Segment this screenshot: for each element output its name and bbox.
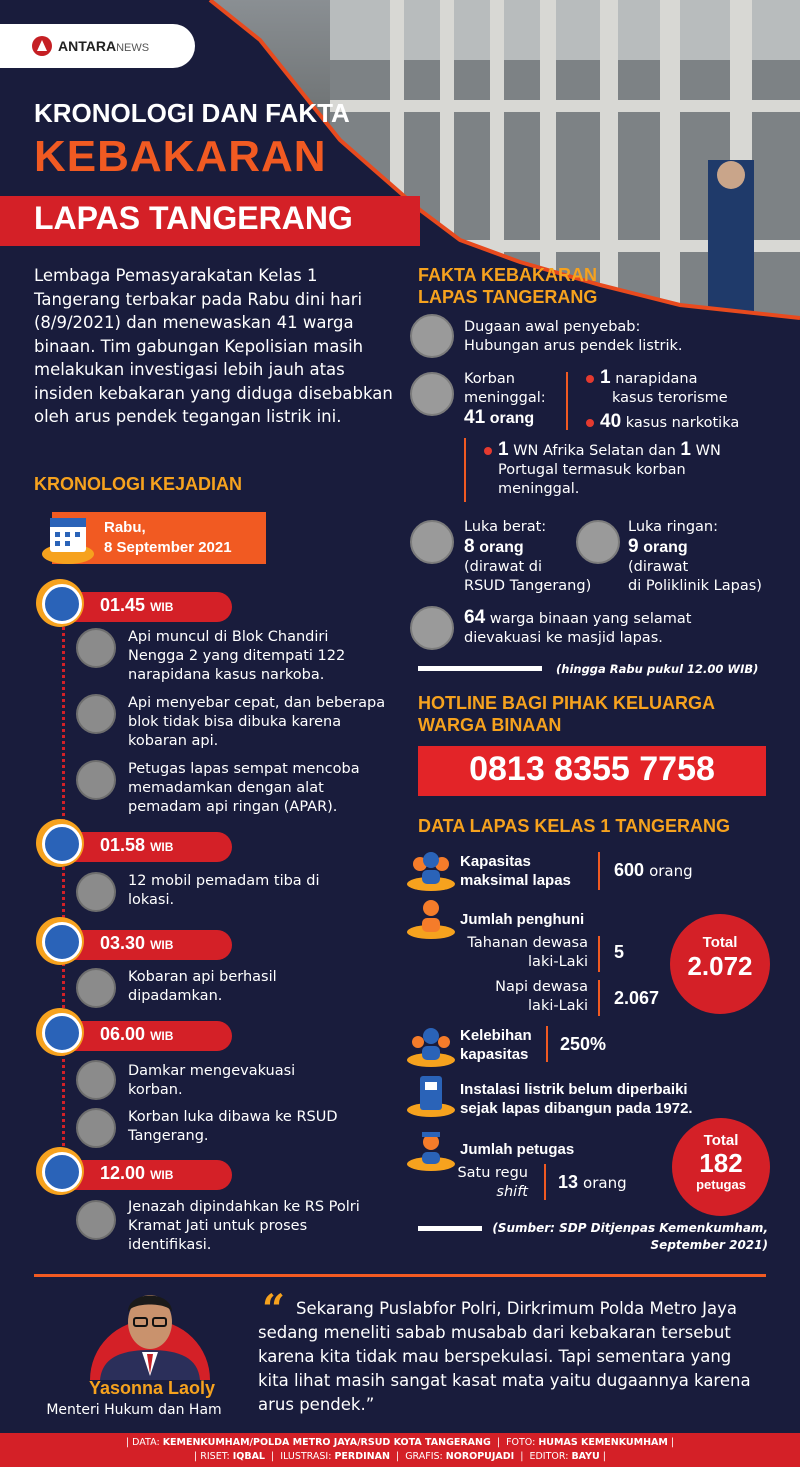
light-injury-text: [628, 518, 762, 596]
foreign-text: [484, 440, 774, 499]
regu-number: 13: [558, 1172, 579, 1192]
fire-truck-icon: [76, 872, 116, 912]
heavy-count: 8: [464, 536, 475, 557]
petugas-label: Jumlah petugas: [460, 1141, 575, 1158]
time-label-0600: [100, 1024, 173, 1045]
heavy-note-1: (dirawat di: [464, 559, 543, 575]
foreign-divider: [464, 438, 466, 502]
kapasitas-divider: [598, 852, 600, 890]
time-label-0330: [100, 933, 173, 954]
over-value: 250%: [560, 1034, 607, 1054]
kapasitas-value: [614, 860, 693, 881]
kapasitas-number: 600: [614, 860, 645, 880]
regu-label-1: Satu regu: [457, 1165, 528, 1181]
cause-value: Hubungan arus pendek listrik.: [464, 338, 683, 354]
clock-icon: [36, 1147, 84, 1195]
date-day: Rabu,: [104, 519, 146, 536]
quote-speaker-role: Menteri Hukum dan Ham: [46, 1402, 222, 1418]
teror-label-2: kasus terorisme: [612, 390, 728, 406]
listrik-line-1: Instalasi listrik belum diperbaiki: [460, 1081, 688, 1098]
event-text-2: Api menyebar cepat, dan beberapa blok tidak bisa dibuka karena kobaran api.: [128, 695, 386, 749]
credit-foto-label: FOTO:: [506, 1437, 536, 1448]
heavy-label: Luka berat:: [464, 519, 547, 535]
credit-foto-value: HUMAS KEMENKUMHAM: [538, 1437, 668, 1448]
evacuation-flag-icon: [410, 606, 454, 650]
petugas-total-value: 182: [699, 1148, 743, 1178]
kapasitas-label: [460, 852, 571, 890]
petugas-total-label: Total: [703, 1132, 739, 1149]
crutches-icon: [410, 520, 454, 564]
electric-plug-icon: [410, 314, 454, 358]
regu-label-2: shift: [496, 1184, 528, 1200]
napi-label: [440, 978, 588, 1016]
credit-riset-value: IQBAL: [232, 1451, 265, 1462]
hearse-icon: [76, 1200, 116, 1240]
bullet-dot: [586, 375, 594, 383]
narko-label: kasus narkotika: [625, 415, 740, 431]
credit-editor-value: BAYU: [571, 1451, 600, 1462]
source-line-2: September 2021): [650, 1238, 768, 1252]
event-text-8: Jenazah dipindahkan ke RS Polri Kramat Jati untuk proses identifikasi.: [128, 1199, 360, 1253]
event-text-3: Petugas lapas sempat mencoba memadamkan dengan alat pemadam api ringan (APAR).: [128, 761, 360, 815]
time-value: 06.00: [100, 1024, 146, 1044]
source-divider: [418, 1226, 482, 1231]
safe-text-2: dievakuasi ke masjid lapas.: [464, 630, 663, 646]
tahanan-label-1: Tahanan dewasa: [467, 935, 588, 951]
foreign-text-4: meninggal.: [498, 481, 580, 497]
time-unit: WIB: [150, 840, 174, 854]
dead-text: [464, 370, 546, 429]
narko-text: [586, 412, 739, 433]
regu-label: [440, 1164, 528, 1202]
time-unit: WIB: [150, 938, 174, 952]
credit-grafis-label: GRAFIS:: [405, 1451, 443, 1462]
time-value: 01.45: [100, 595, 146, 615]
credit-data-value: KEMENKUMHAM/POLDA METRO JAYA/RSUD KOTA TANGERANG: [162, 1437, 491, 1448]
dead-divider: [566, 372, 568, 430]
antara-news-logo[interactable]: [0, 24, 195, 68]
fakta-title-line-2: LAPAS TANGERANG: [418, 287, 598, 307]
time-unit: WIB: [150, 1168, 174, 1182]
heavy-unit: orang: [479, 539, 524, 556]
event-text-1: Api muncul di Blok Chandiri Nengga 2 yang ditempati 122 narapidana kasus narkoba.: [128, 629, 346, 683]
logo-brand: ANTARA: [58, 38, 117, 54]
hotline-title: [418, 692, 715, 736]
clock-icon: [36, 917, 84, 965]
source-line-1: (Sumber: SDP Ditjenpas Kemenkumham,: [492, 1221, 768, 1235]
credits-line-1: | DATA: KEMENKUMHAM/POLDA METRO JAYA/RSUD KOTA TANGERANG | FOTO: HUMAS KEMENKUMHAM |: [125, 1437, 675, 1448]
people-group-icon: [406, 848, 456, 892]
safe-text: [464, 608, 691, 648]
safe-text-1: warga binaan yang selamat: [489, 611, 692, 627]
credits-footer: [0, 1433, 800, 1467]
light-unit: orang: [643, 539, 688, 556]
dead-unit: orang: [489, 410, 535, 427]
intro-paragraph: Lembaga Pemasyarakatan Kelas 1 Tangerang terbakar pada Rabu dini hari (8/9/2021) dan menewaskan 41 warga binaan. Tim gabungan Kepolisian masih melakukan investigasi lebih jauh atas insiden kebakaran yang diduga disebabkan oleh arus pendek tegangan listrik ini.: [34, 266, 393, 426]
hotline-number[interactable]: 0813 8355 7758: [469, 750, 715, 788]
credit-grafis-value: NOROPUJADI: [445, 1451, 515, 1462]
credit-ilustrasi-label: ILUSTRASI:: [280, 1451, 332, 1462]
napi-label-2: laki-Laki: [528, 998, 588, 1014]
fakta-title-line-1: FAKTA KEBAKARAN: [418, 265, 597, 285]
tahanan-divider: [598, 936, 600, 972]
overcrowd-icon: [406, 1024, 456, 1068]
event-text-5: Kobaran api berhasil dipadamkan.: [128, 969, 277, 1004]
heavy-note-2: RSUD Tangerang): [464, 578, 592, 594]
foreign-text-1: WN Afrika Selatan dan: [513, 443, 676, 459]
listrik-label: [460, 1080, 693, 1118]
time-value: 01.58: [100, 835, 146, 855]
clock-icon: [36, 819, 84, 867]
regu-unit: orang: [583, 1174, 627, 1192]
total-penghuni-badge: [670, 914, 770, 1014]
foreign-text-3: Portugal termasuk korban: [498, 462, 686, 478]
light-note-2: di Poliklinik Lapas): [628, 578, 762, 594]
event-text-7: Korban luka dibawa ke RSUD Tangerang.: [128, 1109, 338, 1144]
penghuni-label: Jumlah penghuni: [460, 911, 585, 928]
hospital-icon: [76, 1108, 116, 1148]
ambulance-icon: [76, 1060, 116, 1100]
antara-logo-icon: [32, 36, 52, 56]
terror-text: [586, 368, 728, 408]
death-icon: [410, 372, 454, 416]
credits-line-2: | RISET: IQBAL | ILUSTRASI: PERDINAN | GRAFIS: NOROPUJADI | EDITOR: BAYU |: [194, 1451, 606, 1462]
quote-speaker-name: Yasonna Laoly: [88, 1378, 216, 1398]
time-unit: WIB: [150, 600, 174, 614]
electrical-panel-icon: [406, 1074, 456, 1118]
over-divider: [546, 1026, 548, 1062]
source-note: [480, 1220, 768, 1254]
credit-data-label: DATA:: [132, 1437, 160, 1448]
burning-building-icon: [76, 694, 116, 734]
title-line-2: KEBAKARAN: [34, 132, 327, 181]
event-text-6: Damkar mengevakuasi korban.: [128, 1063, 296, 1098]
dead-label-1: Korban: [464, 371, 515, 387]
title-line-1: KRONOLOGI DAN FAKTA: [34, 98, 350, 128]
dead-label-2: meninggal:: [464, 390, 546, 406]
over-label-2: kapasitas: [460, 1046, 529, 1063]
over-label-1: Kelebihan: [460, 1027, 532, 1044]
time-value: 03.30: [100, 933, 146, 953]
hotline-title-line-1: HOTLINE BAGI PIHAK KELUARGA: [418, 693, 715, 713]
kapasitas-label-2: maksimal lapas: [460, 872, 571, 889]
time-label-0158: [100, 835, 173, 856]
foreign-text-2: WN: [695, 443, 721, 459]
cause-label: Dugaan awal penyebab:: [464, 319, 641, 335]
fakta-note: (hingga Rabu pukul 12.00 WIB): [556, 662, 759, 676]
fire-icon: [76, 628, 116, 668]
over-label: [460, 1026, 532, 1064]
calendar-icon: [40, 508, 96, 566]
teror-label-1: narapidana: [615, 371, 698, 387]
time-value: 12.00: [100, 1163, 146, 1183]
total-petugas-badge: [672, 1118, 770, 1216]
date-full: 8 September 2021: [104, 539, 232, 556]
minister-portrait: [76, 1272, 224, 1380]
cause-text: [464, 318, 683, 356]
narko-count: 40: [600, 411, 622, 432]
light-count: 9: [628, 536, 639, 557]
clock-icon: [36, 1008, 84, 1056]
dead-count: 41: [464, 407, 486, 428]
tahanan-label-2: laki-Laki: [528, 954, 588, 970]
napi-value: 2.067: [614, 988, 660, 1008]
foreign-count-1: 1: [498, 439, 509, 460]
kapasitas-label-1: Kapasitas: [460, 853, 531, 870]
kronologi-title: KRONOLOGI KEJADIAN: [34, 474, 243, 494]
fire-extinguisher-icon: [76, 760, 116, 800]
bullet-dot: [484, 447, 492, 455]
bullet-dot: [586, 419, 594, 427]
light-note-1: (dirawat: [628, 559, 689, 575]
regu-value: [558, 1172, 627, 1193]
data-lapas-title: DATA LAPAS KELAS 1 TANGERANG: [418, 816, 731, 836]
fakta-title: [418, 264, 597, 308]
napi-divider: [598, 980, 600, 1016]
regu-divider: [544, 1164, 546, 1200]
napi-label-1: Napi dewasa: [495, 979, 588, 995]
clock-icon: [36, 579, 84, 627]
petugas-total-unit: petugas: [696, 1177, 746, 1192]
foreign-count-2: 1: [680, 439, 691, 460]
date-label: [104, 518, 232, 558]
listrik-line-2: sejak lapas dibangun pada 1972.: [460, 1100, 693, 1117]
campfire-icon: [76, 968, 116, 1008]
time-label-1200: [100, 1163, 173, 1184]
heavy-injury-text: [464, 518, 591, 596]
quote-text: Sekarang Puslabfor Polri, Dirkrimum Polda Metro Jaya sedang meneliti sabab musabab dari kebakaran tersebut karena kita tidak mau berspekulasi. Tapi sementara yang kita lihat masih sangat kasat mata yaitu dugaannya karena arus pendek.”: [258, 1299, 751, 1414]
kapasitas-unit: orang: [649, 862, 693, 880]
credit-ilustrasi-value: PERDINAN: [334, 1451, 390, 1462]
time-unit: WIB: [150, 1029, 174, 1043]
title-line-3: LAPAS TANGERANG: [34, 200, 353, 236]
event-text-4: 12 mobil pemadam tiba di lokasi.: [128, 873, 320, 908]
safe-count: 64: [464, 607, 486, 628]
credit-editor-label: EDITOR:: [529, 1451, 569, 1462]
bandage-icon: [576, 520, 620, 564]
light-label: Luka ringan:: [628, 519, 718, 535]
fakta-divider: [418, 666, 542, 671]
timeline-line: [62, 590, 65, 1190]
total-label: Total: [702, 934, 738, 951]
teror-count: 1: [600, 367, 611, 388]
tahanan-label: [440, 934, 588, 972]
hotline-title-line-2: WARGA BINAAN: [418, 715, 562, 735]
credit-riset-label: RISET:: [200, 1451, 230, 1462]
time-label-0145: [100, 595, 173, 616]
quote-mark-icon: “: [262, 1286, 286, 1333]
logo-suffix: NEWS: [116, 42, 150, 54]
tahanan-value: 5: [614, 942, 625, 962]
total-value: 2.072: [687, 951, 753, 981]
